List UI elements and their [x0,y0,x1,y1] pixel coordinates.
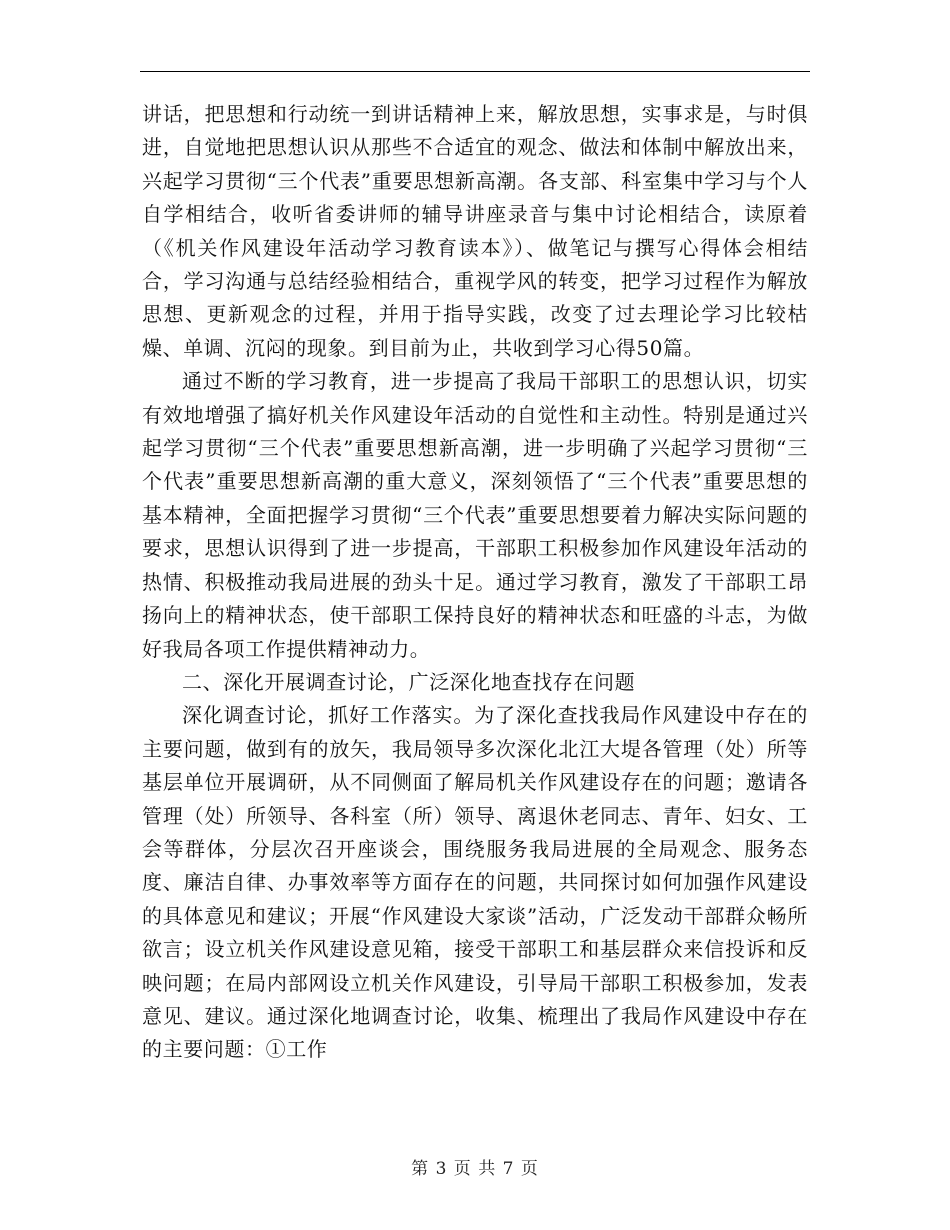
document-body [142,98,808,1067]
section-heading: 二、深化开展调查讨论，广泛深化地查找存在问题 [182,669,636,694]
paragraph-1: 讲话，把思想和行动统一到讲话精神上来，解放思想，实事求是，与时俱进，自觉地把思想认识从那些不合适宜的观念、做法和体制中解放出来，兴起学习贯彻“三个代表”重要思想新高潮。各支部、科室集中学习与个人自学相结合，收听省委讲师的辅导讲座录音与集中讨论相结合，读原着（《机关作风建设年活动学习教育读本》）、做笔记与撰写心得体会相结合，学习沟通与总结经验相结合，重视学风的转变，把学习过程作为解放思想、更新观念的过程，并用于指导实践，改变了过去理论学习比较枯燥、单调、沉闷的现象。到目前为止，共收到学习心得50篇。 [142,102,808,360]
paragraph-3: 深化调查讨论，抓好工作落实。为了深化查找我局作风建设中存在的主要问题，做到有的放矢，我局领导多次深化北江大堤各管理（处）所等基层单位开展调研，从不同侧面了解局机关作风建设存在的问题；邀请各管理（处）所领导、各科室（所）领导、离退休老同志、青年、妇女、工会等群体，分层次召开座谈会，围绕服务我局进展的全局观念、服务态度、廉洁自律、办事效率等方面存在的问题，共同探讨如何加强作风建设的具体意见和建议；开展“作风建设大家谈”活动，广泛发动干部群众畅所欲言；设立机关作风建设意见箱，接受干部职工和基层群众来信投诉和反映问题；在局内部网设立机关作风建设，引导局干部职工积极参加，发表意见、建议。通过深化地调查讨论，收集、梳理出了我局作风建设中存在的主要问题：①工作 [142,703,808,1062]
page-footer: 第 3 页 共 7 页 [411,1159,539,1179]
header-rule [140,71,810,72]
paragraph-2: 通过不断的学习教育，进一步提高了我局干部职工的思想认识，切实有效地增强了搞好机关作风建设年活动的自觉性和主动性。特别是通过兴起学习贯彻“三个代表”重要思想新高潮，进一步明确了兴起学习贯彻“三个代表”重要思想新高潮的重大意义，深刻领悟了“三个代表”重要思想的基本精神，全面把握学习贯彻“三个代表”重要思想要着力解决实际问题的要求，思想认识得到了进一步提高，干部职工积极参加作风建设年活动的热情、积极推动我局进展的劲头十足。通过学习教育，激发了干部职工昂扬向上的精神状态，使干部职工保持良好的精神状态和旺盛的斗志，为做好我局各项工作提供精神动力。 [142,369,808,661]
